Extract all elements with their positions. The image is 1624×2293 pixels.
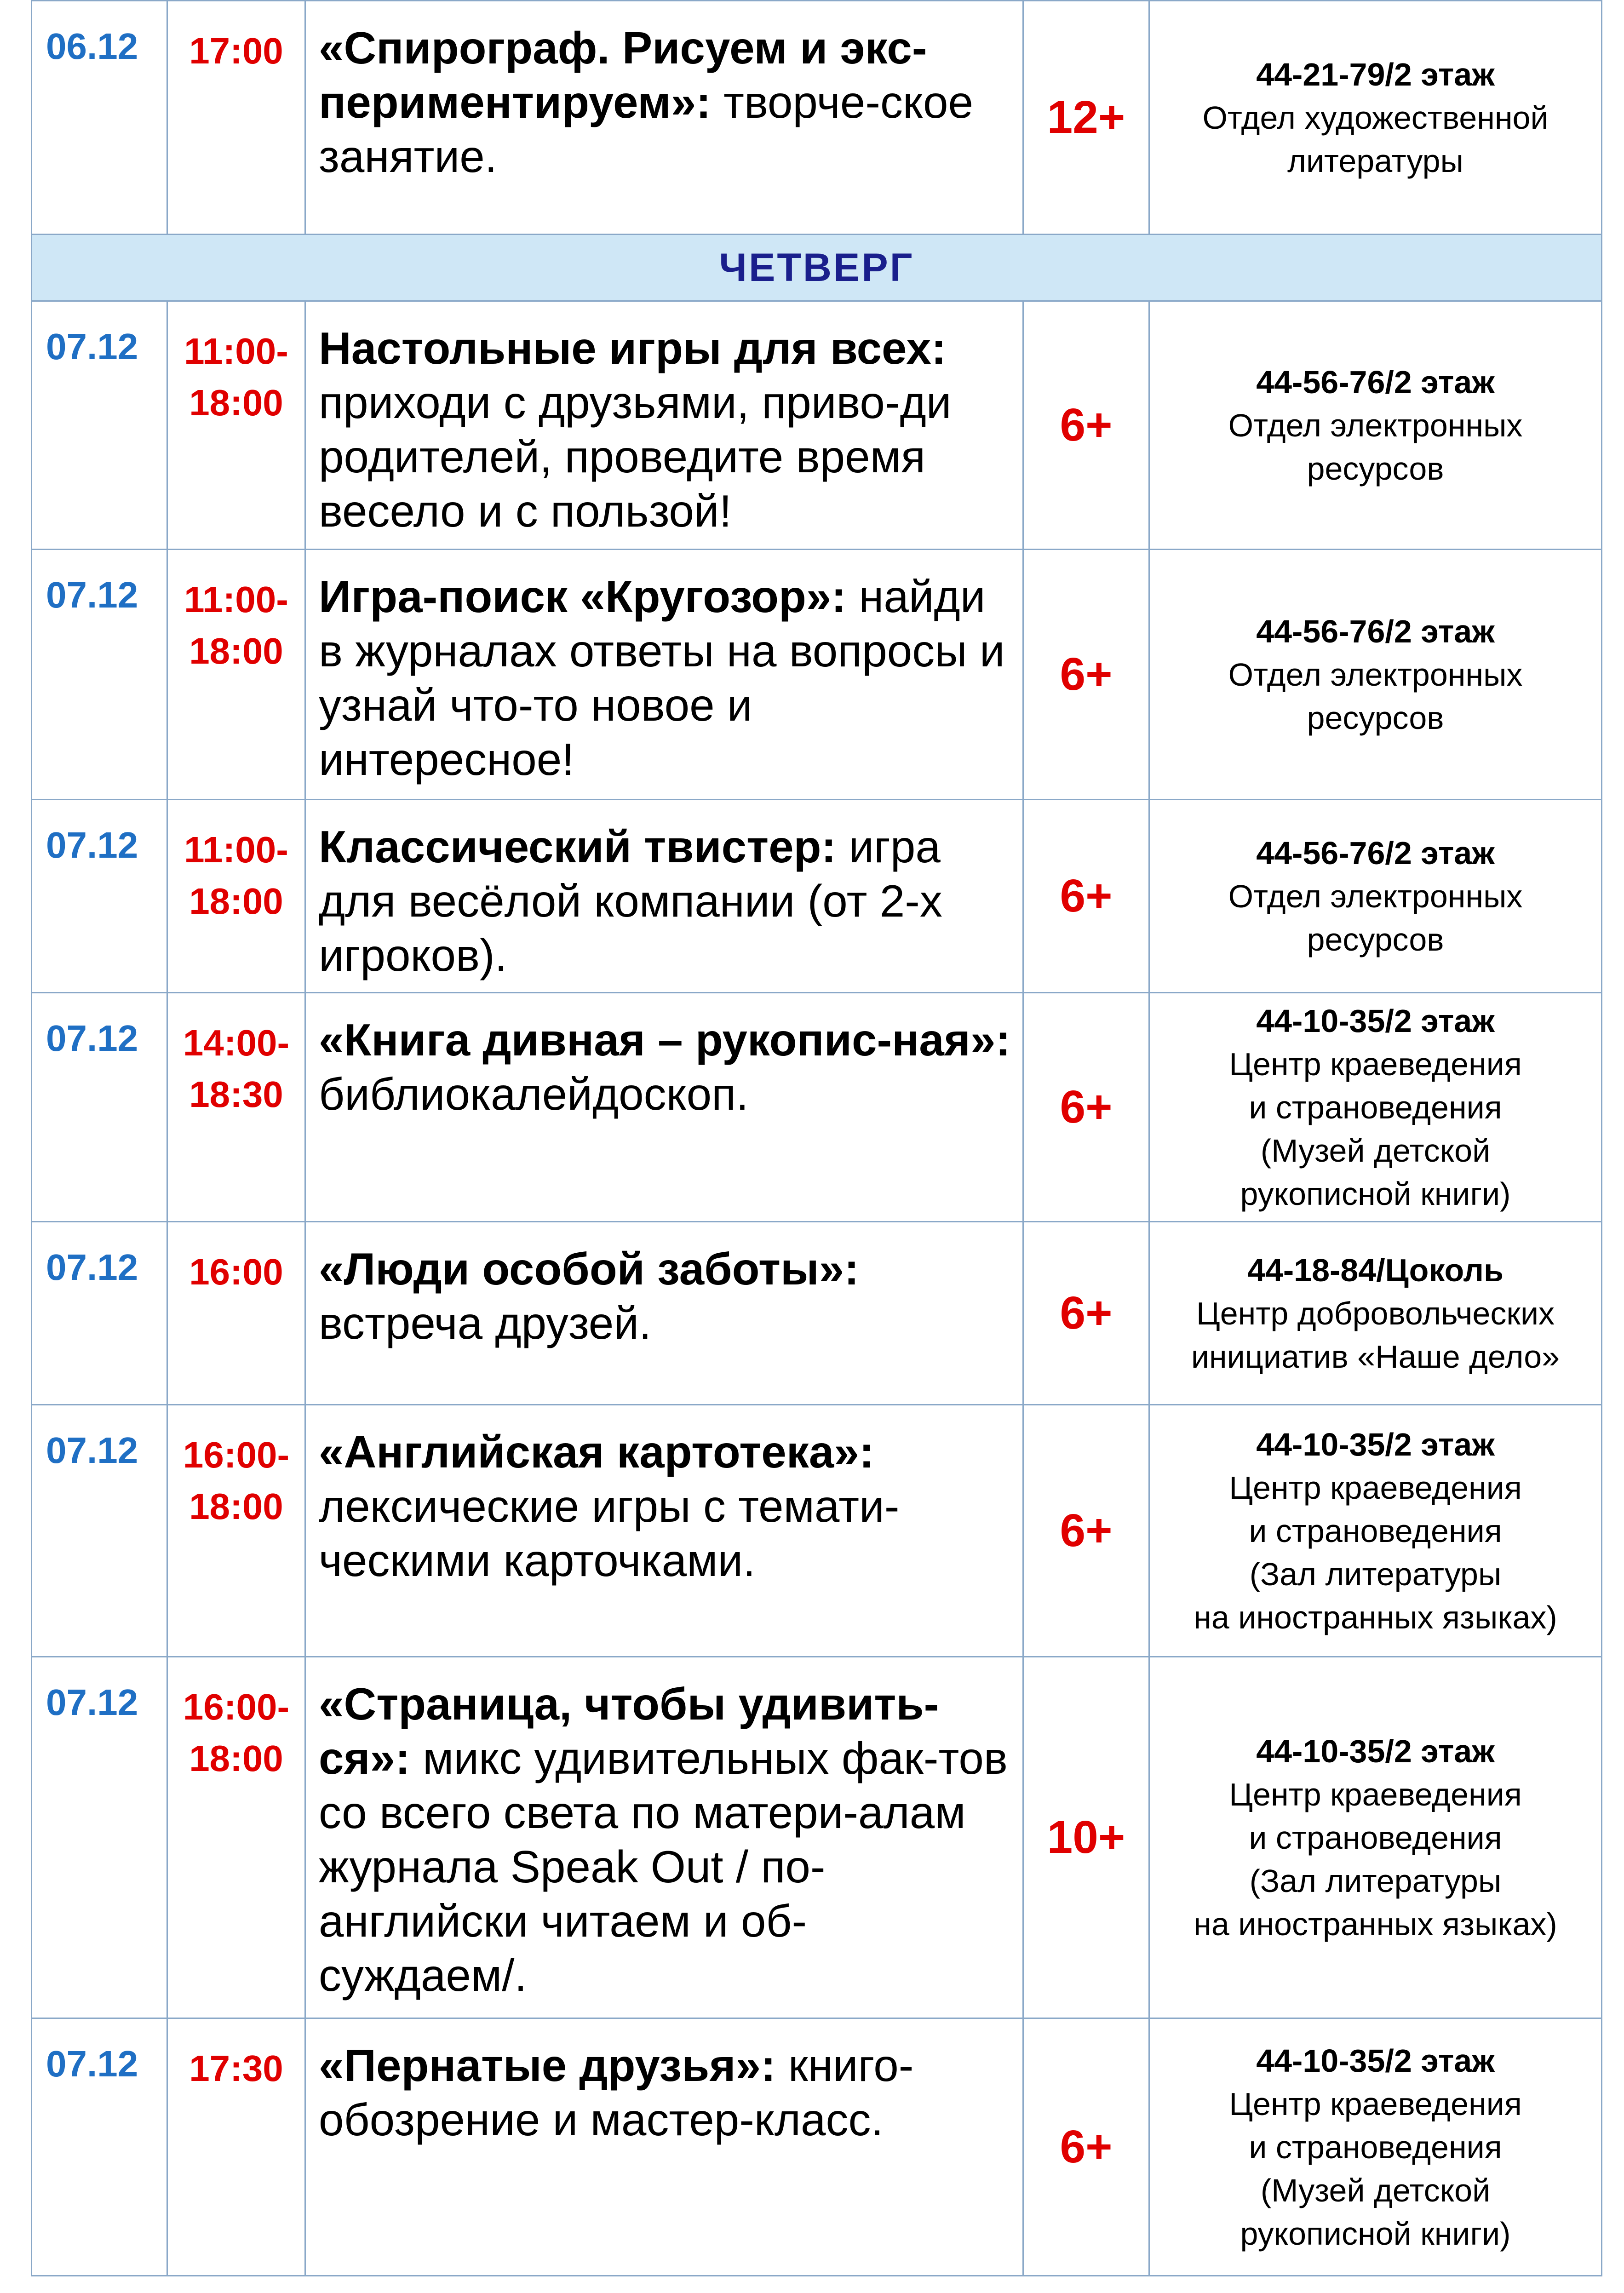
age-rating: 6+: [1023, 550, 1149, 800]
age-rating: 6+: [1023, 800, 1149, 993]
event-title: «Пернатые друзья»:: [319, 2040, 776, 2091]
event-location: [1149, 550, 1602, 800]
location-dept: Отдел электронных ресурсов: [1228, 407, 1523, 487]
table-row: [32, 301, 1602, 550]
event-time: 17:00: [167, 1, 305, 235]
event-title: «Спирограф. Рисуем и экс-периментируем»:: [319, 23, 927, 127]
event-date: 07.12: [32, 1222, 167, 1405]
event-title: Игра-поиск «Кругозор»:: [319, 571, 846, 622]
event-location: [1149, 1405, 1602, 1657]
age-rating: 10+: [1023, 1657, 1149, 2018]
event-text: встреча друзей.: [319, 1298, 652, 1348]
location-phone: 44-10-35/2 этаж: [1256, 2042, 1495, 2079]
location-dept: Центр краеведения и страноведения (Зал литературы на иностранных языках): [1194, 1469, 1557, 1635]
event-time: 16:00: [167, 1222, 305, 1405]
event-text: игра для весёлой компании (от 2-х игроков).: [319, 821, 942, 980]
event-time: 11:00- 18:00: [167, 800, 305, 993]
age-rating: 6+: [1023, 301, 1149, 550]
event-date: 07.12: [32, 2018, 167, 2276]
event-time: 11:00- 18:00: [167, 301, 305, 550]
location-dept: Отдел художественной литературы: [1202, 99, 1549, 179]
event-date: 07.12: [32, 1657, 167, 2018]
event-time: 14:00- 18:30: [167, 993, 305, 1222]
event-description: [305, 1657, 1023, 2018]
event-location: [1149, 301, 1602, 550]
event-text: библиокалейдоскоп.: [319, 1069, 749, 1119]
event-date: 07.12: [32, 993, 167, 1222]
event-description: [305, 2018, 1023, 2276]
table-row: [32, 993, 1602, 1222]
event-date: 07.12: [32, 1405, 167, 1657]
table-row: [32, 800, 1602, 993]
event-date: 07.12: [32, 550, 167, 800]
location-dept: Центр добровольческих инициатив «Наше дело»: [1191, 1295, 1560, 1375]
table-row: [32, 2018, 1602, 2276]
event-text: микс удивительных фак-тов со всего света по матери-алам журнала Speak Out / по-английски читаем и об-суждаем/.: [319, 1733, 1008, 2001]
table-row: [32, 550, 1602, 800]
event-title: Настольные игры для всех:: [319, 323, 947, 373]
event-text: приходи с друзьями, приво-ди родителей, проведите время весело и с пользой!: [319, 377, 952, 536]
location-dept: Центр краеведения и страноведения (Зал литературы на иностранных языках): [1194, 1776, 1557, 1942]
location-phone: 44-10-35/2 этаж: [1256, 1426, 1495, 1462]
event-location: [1149, 993, 1602, 1222]
event-description: [305, 993, 1023, 1222]
schedule-table: [31, 0, 1602, 2276]
event-text: лексические игры с темати-ческими карточками.: [319, 1481, 900, 1586]
event-time: 16:00- 18:00: [167, 1405, 305, 1657]
event-description: [305, 800, 1023, 993]
event-description: [305, 550, 1023, 800]
table-row: [32, 1, 1602, 235]
event-location: [1149, 1222, 1602, 1405]
event-description: [305, 301, 1023, 550]
location-phone: 44-21-79/2 этаж: [1256, 56, 1495, 92]
age-rating: 6+: [1023, 1222, 1149, 1405]
location-phone: 44-56-76/2 этаж: [1256, 613, 1495, 649]
event-date: 07.12: [32, 301, 167, 550]
event-text: творче-ское занятие.: [319, 77, 973, 182]
event-description: [305, 1405, 1023, 1657]
event-date: 06.12: [32, 1, 167, 235]
age-rating: 6+: [1023, 1405, 1149, 1657]
event-time: 16:00- 18:00: [167, 1657, 305, 2018]
table-row: [32, 1222, 1602, 1405]
location-phone: 44-10-35/2 этаж: [1256, 1733, 1495, 1769]
table-row: [32, 1657, 1602, 2018]
age-rating: 12+: [1023, 1, 1149, 235]
location-dept: Центр краеведения и страноведения (Музей детской рукописной книги): [1229, 2086, 1522, 2252]
location-phone: 44-56-76/2 этаж: [1256, 364, 1495, 400]
table-row: [32, 1405, 1602, 1657]
event-text: книго-обозрение и мастер-класс.: [319, 2040, 914, 2145]
location-dept: Отдел электронных ресурсов: [1228, 878, 1523, 957]
event-date: 07.12: [32, 800, 167, 993]
event-location: [1149, 1657, 1602, 2018]
event-title: «Люди особой заботы»:: [319, 1244, 859, 1294]
location-phone: 44-10-35/2 этаж: [1256, 1003, 1495, 1039]
age-rating: 6+: [1023, 993, 1149, 1222]
event-description: [305, 1222, 1023, 1405]
event-time: 11:00- 18:00: [167, 550, 305, 800]
event-description: [305, 1, 1023, 235]
event-location: [1149, 800, 1602, 993]
age-rating: 6+: [1023, 2018, 1149, 2276]
location-dept: Отдел электронных ресурсов: [1228, 656, 1523, 736]
day-header: ЧЕТВЕРГ: [32, 235, 1602, 301]
event-text: найди в журналах ответы на вопросы и узнай что-то новое и интересное!: [319, 571, 1005, 785]
location-phone: 44-18-84/Цоколь: [1247, 1252, 1504, 1288]
location-phone: 44-56-76/2 этаж: [1256, 835, 1495, 871]
day-header-row: [32, 235, 1602, 301]
event-location: [1149, 1, 1602, 235]
event-title: «Страница, чтобы удивить-ся»:: [319, 1679, 939, 1783]
event-title: «Книга дивная – рукопис-ная»:: [319, 1015, 1011, 1065]
event-time: 17:30: [167, 2018, 305, 2276]
event-title: Классический твистер:: [319, 821, 837, 872]
event-title: «Английская картотека»:: [319, 1427, 874, 1477]
location-dept: Центр краеведения и страноведения (Музей детской рукописной книги): [1229, 1046, 1522, 1212]
event-location: [1149, 2018, 1602, 2276]
